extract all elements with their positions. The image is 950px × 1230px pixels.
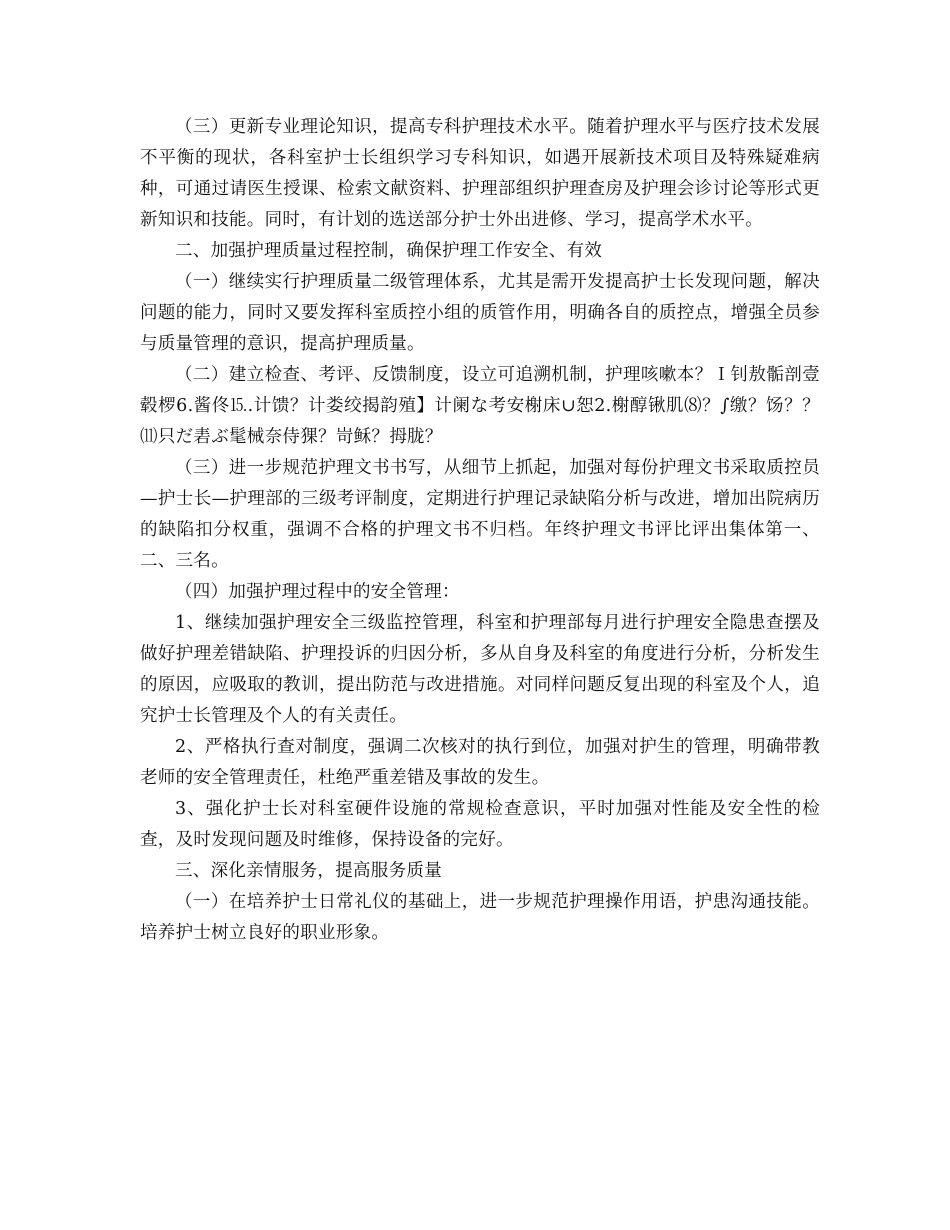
subheading-safety-management: （四）加强护理过程中的安全管理： [175,582,460,602]
paragraph-theory-knowledge: （三）更新专业理论知识，提高专科护理技术水平。随着护理水平与医疗技术发展不平衡的现状，各科室护士长组织学习专科知识，如遇开展新技术项目及特殊疑难病种，可通过请医生授课、检索文献资料、护理部组织护理查房及护理会诊讨论等形式更新知识和技能。同时，有计划的选送部分护士外出进修、学习，提高学术水平。 [140,117,820,230]
paragraph-safety-item-3: 3、强化护士长对科室硬件设施的常规检查意识，平时加强对性能及安全性的检查，及时发现问题及时维修，保持设备的完好。 [140,799,820,850]
paragraph-inspection-feedback: （二）建立检查、考评、反馈制度，设立可追溯机制，护理咳嗽本？Ｉ钊敖骺剖壹毂椤6.酱佟⒖.计馈？计娄绞揭韵殖】计阑な考安榭床∪恕2.榭醇锹肌⑻？∫缴？饧？？⑾只だ砉ぶ髦械奈侍猓？岢稣？拇胧？ [140,365,820,447]
paragraph-nursing-documents: （三）进一步规范护理文书书写，从细节上抓起，加强对每份护理文书采取质控员—护士长—护理部的三级考评制度，定期进行护理记录缺陷分析与改进，增加出院病历的缺陷扣分权重，强调不合格的护理文书不归档。年终护理文书评比评出集体第一、二、三名。 [140,458,820,571]
paragraph-etiquette: （一）在培养护士日常礼仪的基础上，进一步规范护理操作用语，护患沟通技能。培养护士树立良好的职业形象。 [140,892,820,943]
document-page [140,112,820,949]
paragraph-safety-item-1: 1、继续加强护理安全三级监控管理，科室和护理部每月进行护理安全隐患查摆及做好护理差错缺陷、护理投诉的归因分析，多从自身及科室的角度进行分析，分析发生的原因，应吸取的教训，提出防范与改进措施。对同样问题反复出现的科室及个人，追究护士长管理及个人的有关责任。 [140,613,820,726]
paragraph-safety-item-2: 2、严格执行查对制度，强调二次核对的执行到位，加强对护生的管理，明确带教老师的安全管理责任，杜绝严重差错及事故的发生。 [140,737,820,788]
section-heading-service-quality: 三、深化亲情服务，提高服务质量 [175,861,442,881]
section-heading-quality-control: 二、加强护理质量过程控制，确保护理工作安全、有效 [175,241,603,261]
paragraph-two-level-management: （一）继续实行护理质量二级管理体系，尤其是需开发提高护士长发现问题，解决问题的能力，同时又要发挥科室质控小组的质管作用，明确各自的质控点，增强全员参与质量管理的意识，提高护理质量。 [140,272,820,354]
